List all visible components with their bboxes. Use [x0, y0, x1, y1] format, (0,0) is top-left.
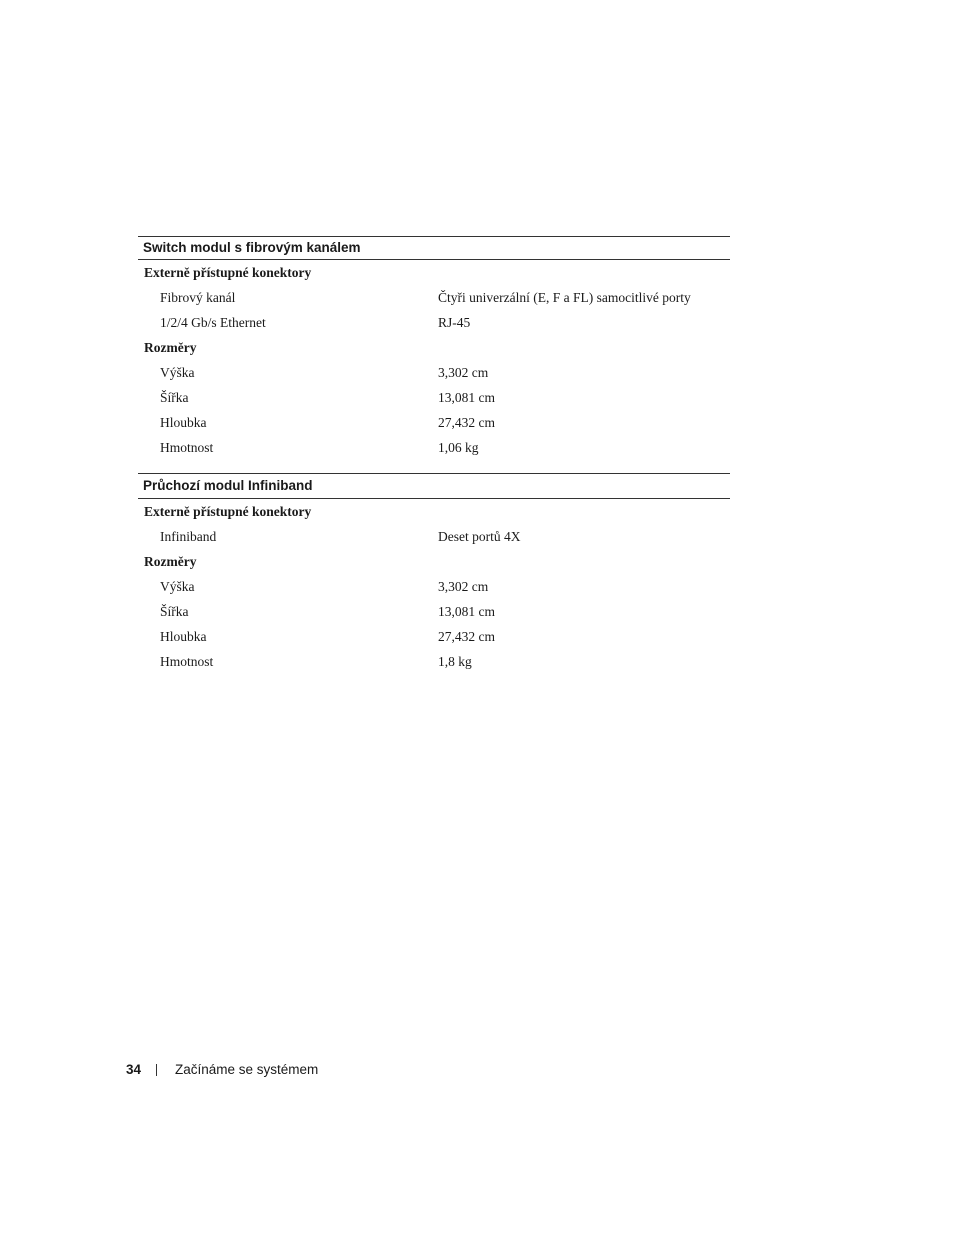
spec-row	[138, 624, 730, 649]
spec-value: 1,06 kg	[438, 440, 479, 455]
spec-value: RJ-45	[438, 315, 471, 330]
spec-label: Fibrový kanál	[160, 290, 236, 305]
section-title: Průchozí modul Infiniband	[138, 473, 730, 499]
spec-label: Šířka	[160, 604, 189, 619]
spec-label: Výška	[160, 579, 195, 594]
spec-row	[138, 385, 730, 410]
footer-separator	[156, 1064, 157, 1076]
spec-row	[138, 649, 730, 674]
spec-row	[138, 599, 730, 624]
spec-row	[138, 310, 730, 335]
spec-value: Deset portů 4X	[438, 529, 521, 544]
spec-row	[138, 360, 730, 385]
page-footer	[126, 1060, 318, 1080]
group-label: Externě přístupné konektory	[144, 504, 312, 519]
spec-label: Hloubka	[160, 629, 207, 644]
spec-value: 3,302 cm	[438, 365, 489, 380]
spec-label: Hmotnost	[160, 654, 214, 669]
page-number: 34	[126, 1062, 142, 1077]
chapter-title: Začínáme se systémem	[175, 1062, 319, 1077]
spec-value: 27,432 cm	[438, 415, 495, 430]
section-title: Switch modul s fibrovým kanálem	[138, 236, 730, 260]
spec-label: Infiniband	[160, 529, 217, 544]
spec-row	[138, 410, 730, 435]
spec-row	[138, 524, 730, 549]
spec-label: Hmotnost	[160, 440, 214, 455]
spec-value: 27,432 cm	[438, 629, 495, 644]
spec-row	[138, 435, 730, 460]
spec-value: 1,8 kg	[438, 654, 472, 669]
spec-table-infiniband	[138, 473, 730, 674]
spec-label: Výška	[160, 365, 195, 380]
group-label: Externě přístupné konektory	[144, 265, 312, 280]
spec-value: 13,081 cm	[438, 604, 495, 619]
spec-value: 13,081 cm	[438, 390, 495, 405]
spec-value: 3,302 cm	[438, 579, 489, 594]
spec-label: Šířka	[160, 390, 189, 405]
spec-label: 1/2/4 Gb/s Ethernet	[160, 315, 266, 330]
group-label: Rozměry	[144, 340, 197, 355]
spec-row	[138, 574, 730, 599]
spec-table-fibre-switch	[138, 236, 730, 460]
spec-row	[138, 285, 730, 310]
spec-label: Hloubka	[160, 415, 207, 430]
spec-value: Čtyři univerzální (E, F a FL) samocitlivé porty	[438, 290, 691, 305]
group-label: Rozměry	[144, 554, 197, 569]
